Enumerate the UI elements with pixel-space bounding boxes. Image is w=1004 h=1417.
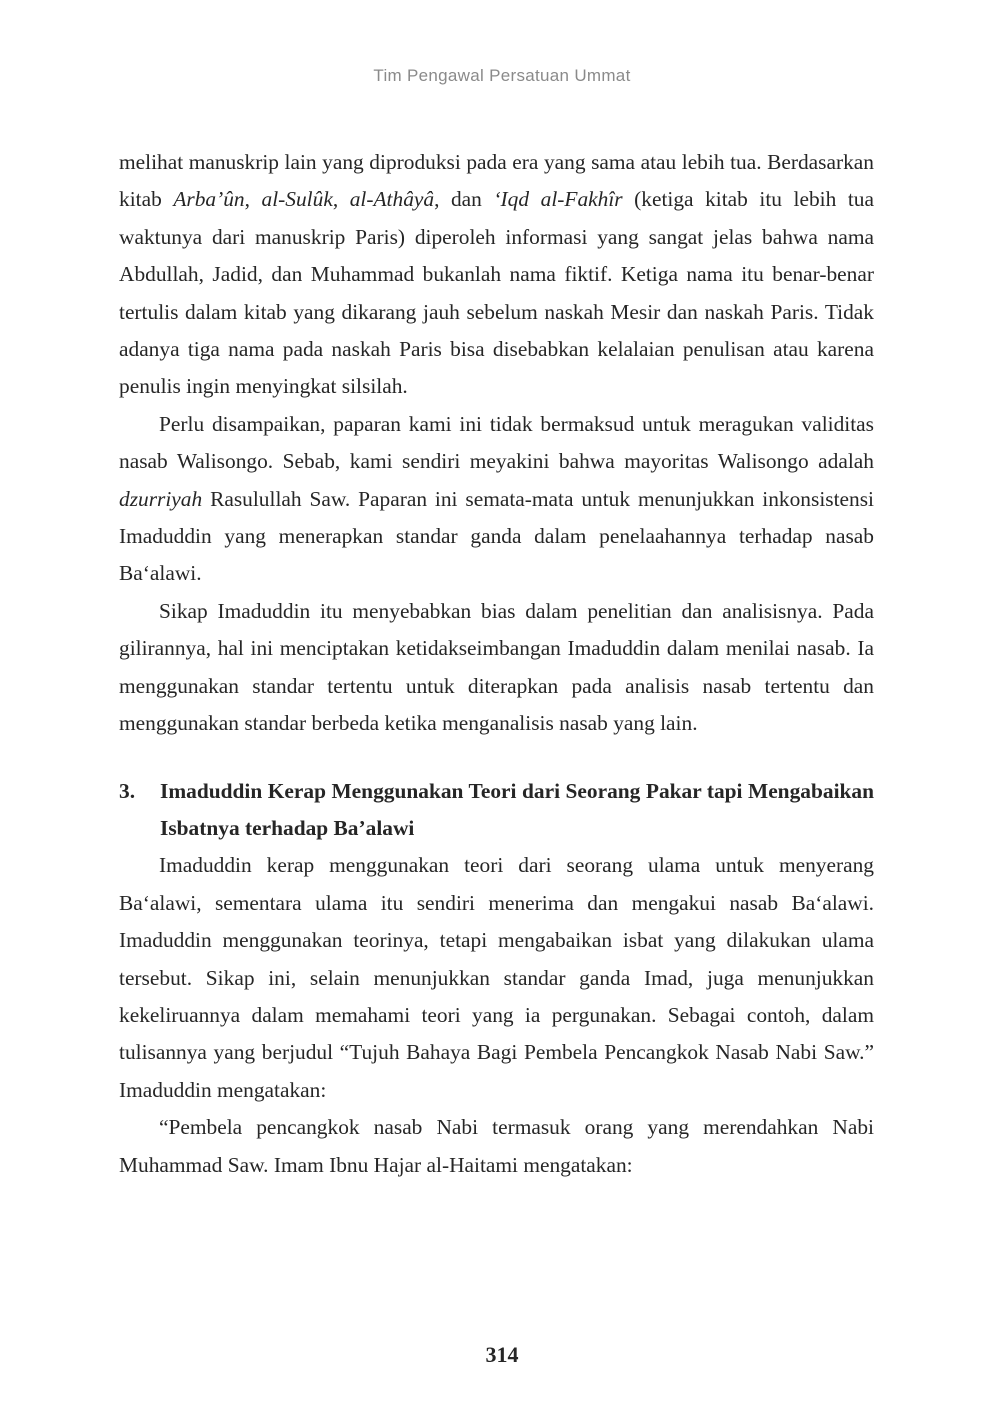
page-body bbox=[119, 144, 874, 1184]
paragraph-text: melihat manuskrip lain yang diproduksi pada era yang sama atau lebih tua. Berdasarkan kitab bbox=[119, 150, 874, 212]
paragraph-3: Sikap Imaduddin itu menyebabkan bias dalam penelitian dan analisisnya. Pada gilirannya, hal ini menciptakan ketidakseimbangan Imaduddin dalam menilai nasab. Ia menggunakan standar tertentu untuk diterapkan pada analisis nasab tertentu dan menggunakan standar berbeda ketika menganalisis nasab yang lain. bbox=[119, 598, 874, 736]
paragraph-4: Imaduddin kerap menggunakan teori dari seorang ulama untuk menyerang Ba‘alawi, sementara ulama itu sendiri menerima dan mengakui nasab Ba‘alawi. Imaduddin menggunakan teorinya, tetapi mengabaikan isbat yang dilakukan ulama tersebut. Sikap ini, selain menunjukkan standar ganda Imad, juga menunjukkan kekeliruannya dalam memahami teori yang ia pergunakan. Sebagai contoh, dalam tulisannya yang berjudul “Tujuh Bahaya Bagi Pembela Pencangkok Nasab Nabi Saw.” Imaduddin mengatakan: bbox=[119, 853, 874, 1102]
book-title: al-Athâyâ bbox=[349, 187, 435, 212]
paragraph-1 bbox=[119, 144, 874, 406]
paragraph-2 bbox=[119, 406, 874, 593]
page-number: 314 bbox=[485, 1342, 519, 1367]
book-title: Arba’ûn bbox=[173, 187, 245, 212]
paragraph-text: , bbox=[332, 187, 350, 212]
book-title: ‘Iqd al-Fakhîr bbox=[493, 187, 623, 212]
section-heading bbox=[119, 773, 874, 848]
book-title: al-Sulûk bbox=[261, 187, 333, 212]
section-number: 3. bbox=[119, 778, 136, 803]
section-title: Imaduddin Kerap Menggunakan Teori dari Seorang Pakar tapi Mengabaikan Isbatnya terhadap Ba’alawi bbox=[160, 778, 874, 840]
paragraph-text: Rasulullah Saw. Paparan ini semata-mata untuk menunjukkan inkonsistensi Imaduddin yang menerapkan standar ganda dalam penelaahannya terhadap nasab Ba‘alawi. bbox=[119, 486, 874, 586]
paragraph-text: Perlu disampaikan, paparan kami ini tidak bermaksud untuk meragukan validitas nasab Walisongo. Sebab, kami sendiri meyakini bahwa mayoritas Walisongo adalah bbox=[119, 411, 874, 474]
paragraph-text: (ketiga kitab itu lebih tua waktunya dari manuskrip Paris) diperoleh informasi yang sangat jelas bahwa nama Abdullah, Jadid, dan Muhammad bukanlah nama fiktif. Ketiga nama itu benar-benar tertulis dalam kitab yang dikarang jauh sebelum naskah Mesir dan naskah Paris. Tidak adanya tiga nama pada naskah Paris bisa disebabkan kelalaian penulisan atau karena penulis ingin menyingkat silsilah. bbox=[119, 187, 875, 399]
paragraph-text: , bbox=[244, 187, 262, 212]
italic-term: dzurriyah bbox=[119, 486, 203, 511]
running-header: Tim Pengawal Persatuan Ummat bbox=[373, 66, 631, 85]
paragraph-text: , dan bbox=[434, 187, 494, 212]
block-quote: “Pembela pencangkok nasab Nabi termasuk orang yang merendahkan Nabi Muhammad Saw. Imam Ibnu Hajar al-Haitami mengatakan: bbox=[119, 1115, 874, 1177]
